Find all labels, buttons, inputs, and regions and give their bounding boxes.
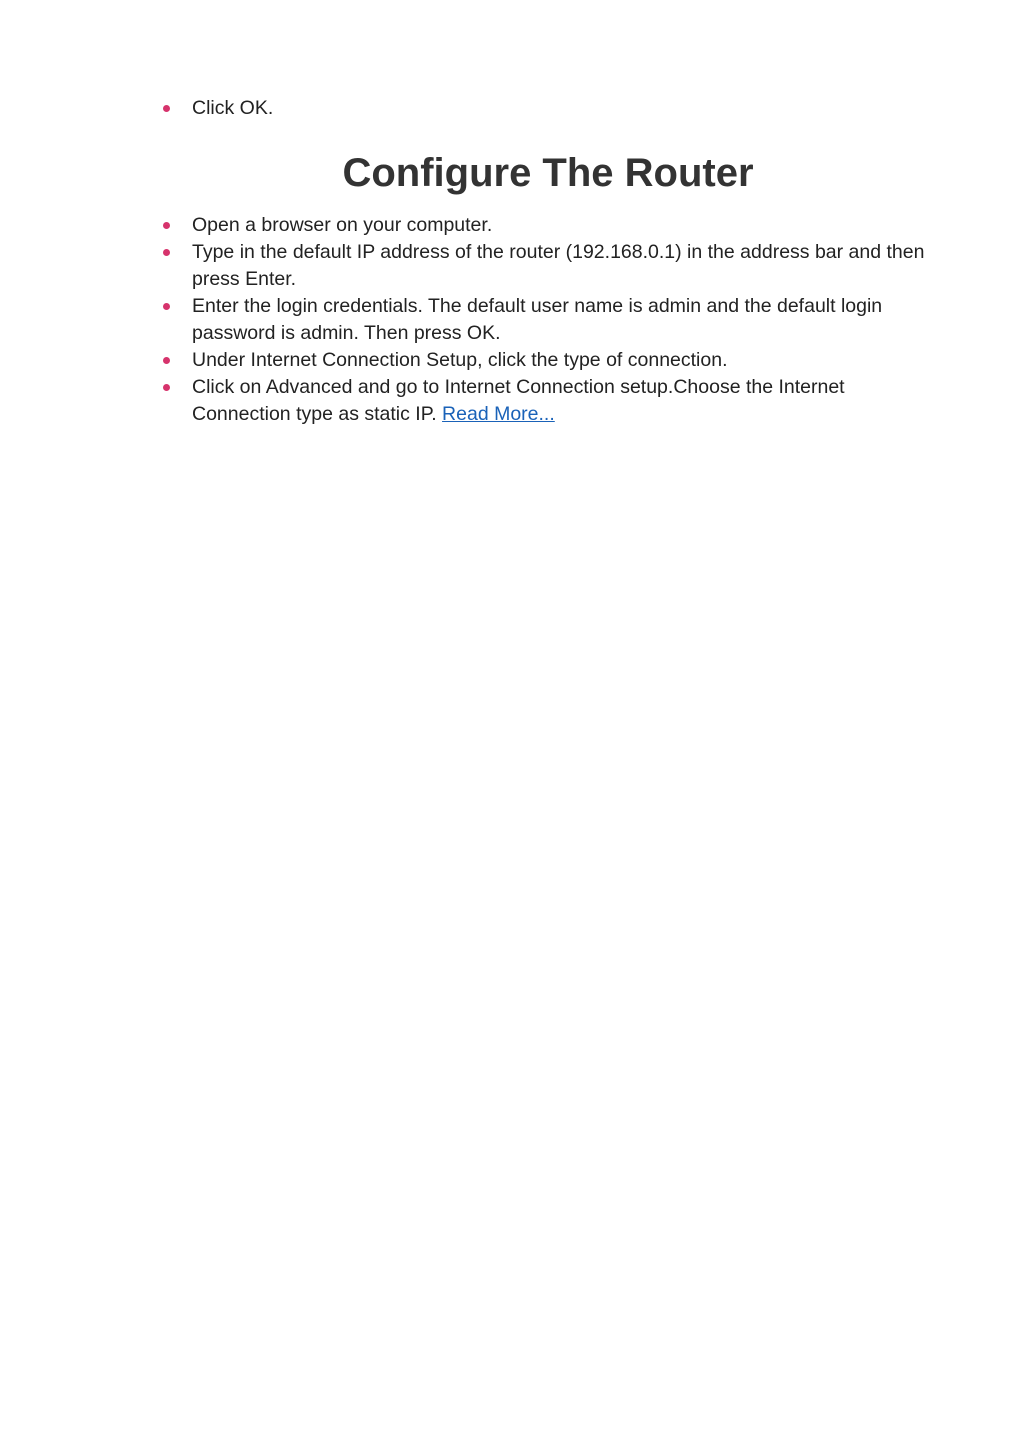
section-heading: Configure The Router xyxy=(342,151,754,195)
list-item xyxy=(160,95,940,122)
list-item-text: Under Internet Connection Setup, click the type of connection. xyxy=(192,349,728,371)
bullet-icon xyxy=(163,105,170,112)
list-item-text: Open a browser on your computer. xyxy=(192,214,493,236)
list-item xyxy=(160,212,940,239)
list-item-text: Click on Advanced and go to Internet Connection setup.Choose the Internet Connection type as static IP. xyxy=(192,376,845,425)
list-item-text: Click OK. xyxy=(192,97,274,119)
list-item-text: Type in the default IP address of the router (192.168.0.1) in the address bar and then press Enter. xyxy=(192,241,925,290)
bullet-icon xyxy=(163,357,170,364)
list-item-text: Enter the login credentials. The default user name is admin and the default login password is admin. Then press OK. xyxy=(192,295,883,344)
router-steps-list xyxy=(160,212,940,428)
list-item xyxy=(160,293,940,347)
top-bullet-list xyxy=(160,95,940,122)
list-item xyxy=(160,374,940,428)
bullet-icon xyxy=(163,303,170,310)
bullet-icon xyxy=(163,249,170,256)
list-item xyxy=(160,239,940,293)
bullet-icon xyxy=(163,384,170,391)
list-item xyxy=(160,347,940,374)
bullet-icon xyxy=(163,222,170,229)
read-more-link[interactable]: Read More... xyxy=(442,403,555,425)
